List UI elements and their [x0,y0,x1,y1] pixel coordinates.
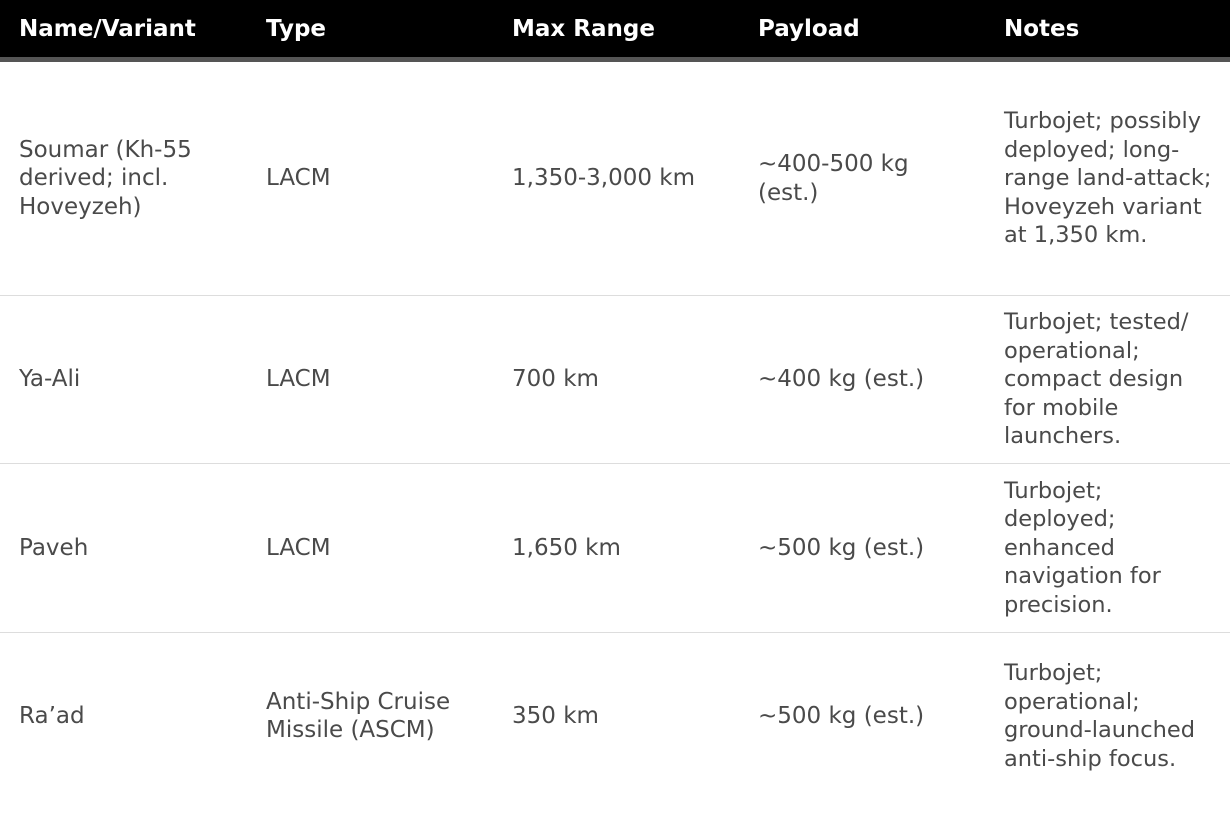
table-header [0,0,1230,60]
column-header-type: Type [247,0,493,60]
cell-notes: Turbojet; tested/ operational; compact design for mobile launchers. [985,296,1230,464]
table-row [0,464,1230,633]
table-row [0,633,1230,800]
column-header-max-range: Max Range [493,0,739,60]
cell-payload: ~400 kg (est.) [739,296,985,464]
cell-name: Paveh [0,464,247,633]
cell-type: LACM [247,464,493,633]
cell-type: Anti-Ship Cruise Missile (ASCM) [266,688,451,744]
cell-type: LACM [247,296,493,464]
table-row [0,296,1230,464]
cell-name: Ya-Ali [0,296,247,464]
cell-notes: Turbojet; operational; ground-launched anti-ship focus. [1004,660,1196,772]
table-body [0,60,1230,800]
cell-max-range: 1,350-3,000 km [493,60,739,296]
cell-payload: ~500 kg (est.) [739,464,985,633]
column-header-name-variant: Name/Variant [0,0,247,60]
cell-name: Ra’ad [19,703,85,729]
cell-notes: Turbojet; deployed; enhanced navigation for precision. [985,464,1230,633]
cell-max-range: 700 km [493,296,739,464]
column-header-payload: Payload [739,0,985,60]
cell-payload: ~400-500 kg (est.) [739,60,985,296]
table-row [0,60,1230,296]
cell-notes: Turbojet; possibly deployed; long-range land-attack; Hoveyzeh variant at 1,350 km. [985,60,1230,296]
header-row [0,0,1230,60]
column-header-notes: Notes [985,0,1230,60]
cell-type: LACM [247,60,493,296]
cell-name: Soumar (Kh-55 derived; incl. Hoveyzeh) [0,60,247,296]
cell-max-range: 1,650 km [493,464,739,633]
cell-payload: ~500 kg (est.) [758,703,925,729]
cell-max-range: 350 km [512,703,599,729]
